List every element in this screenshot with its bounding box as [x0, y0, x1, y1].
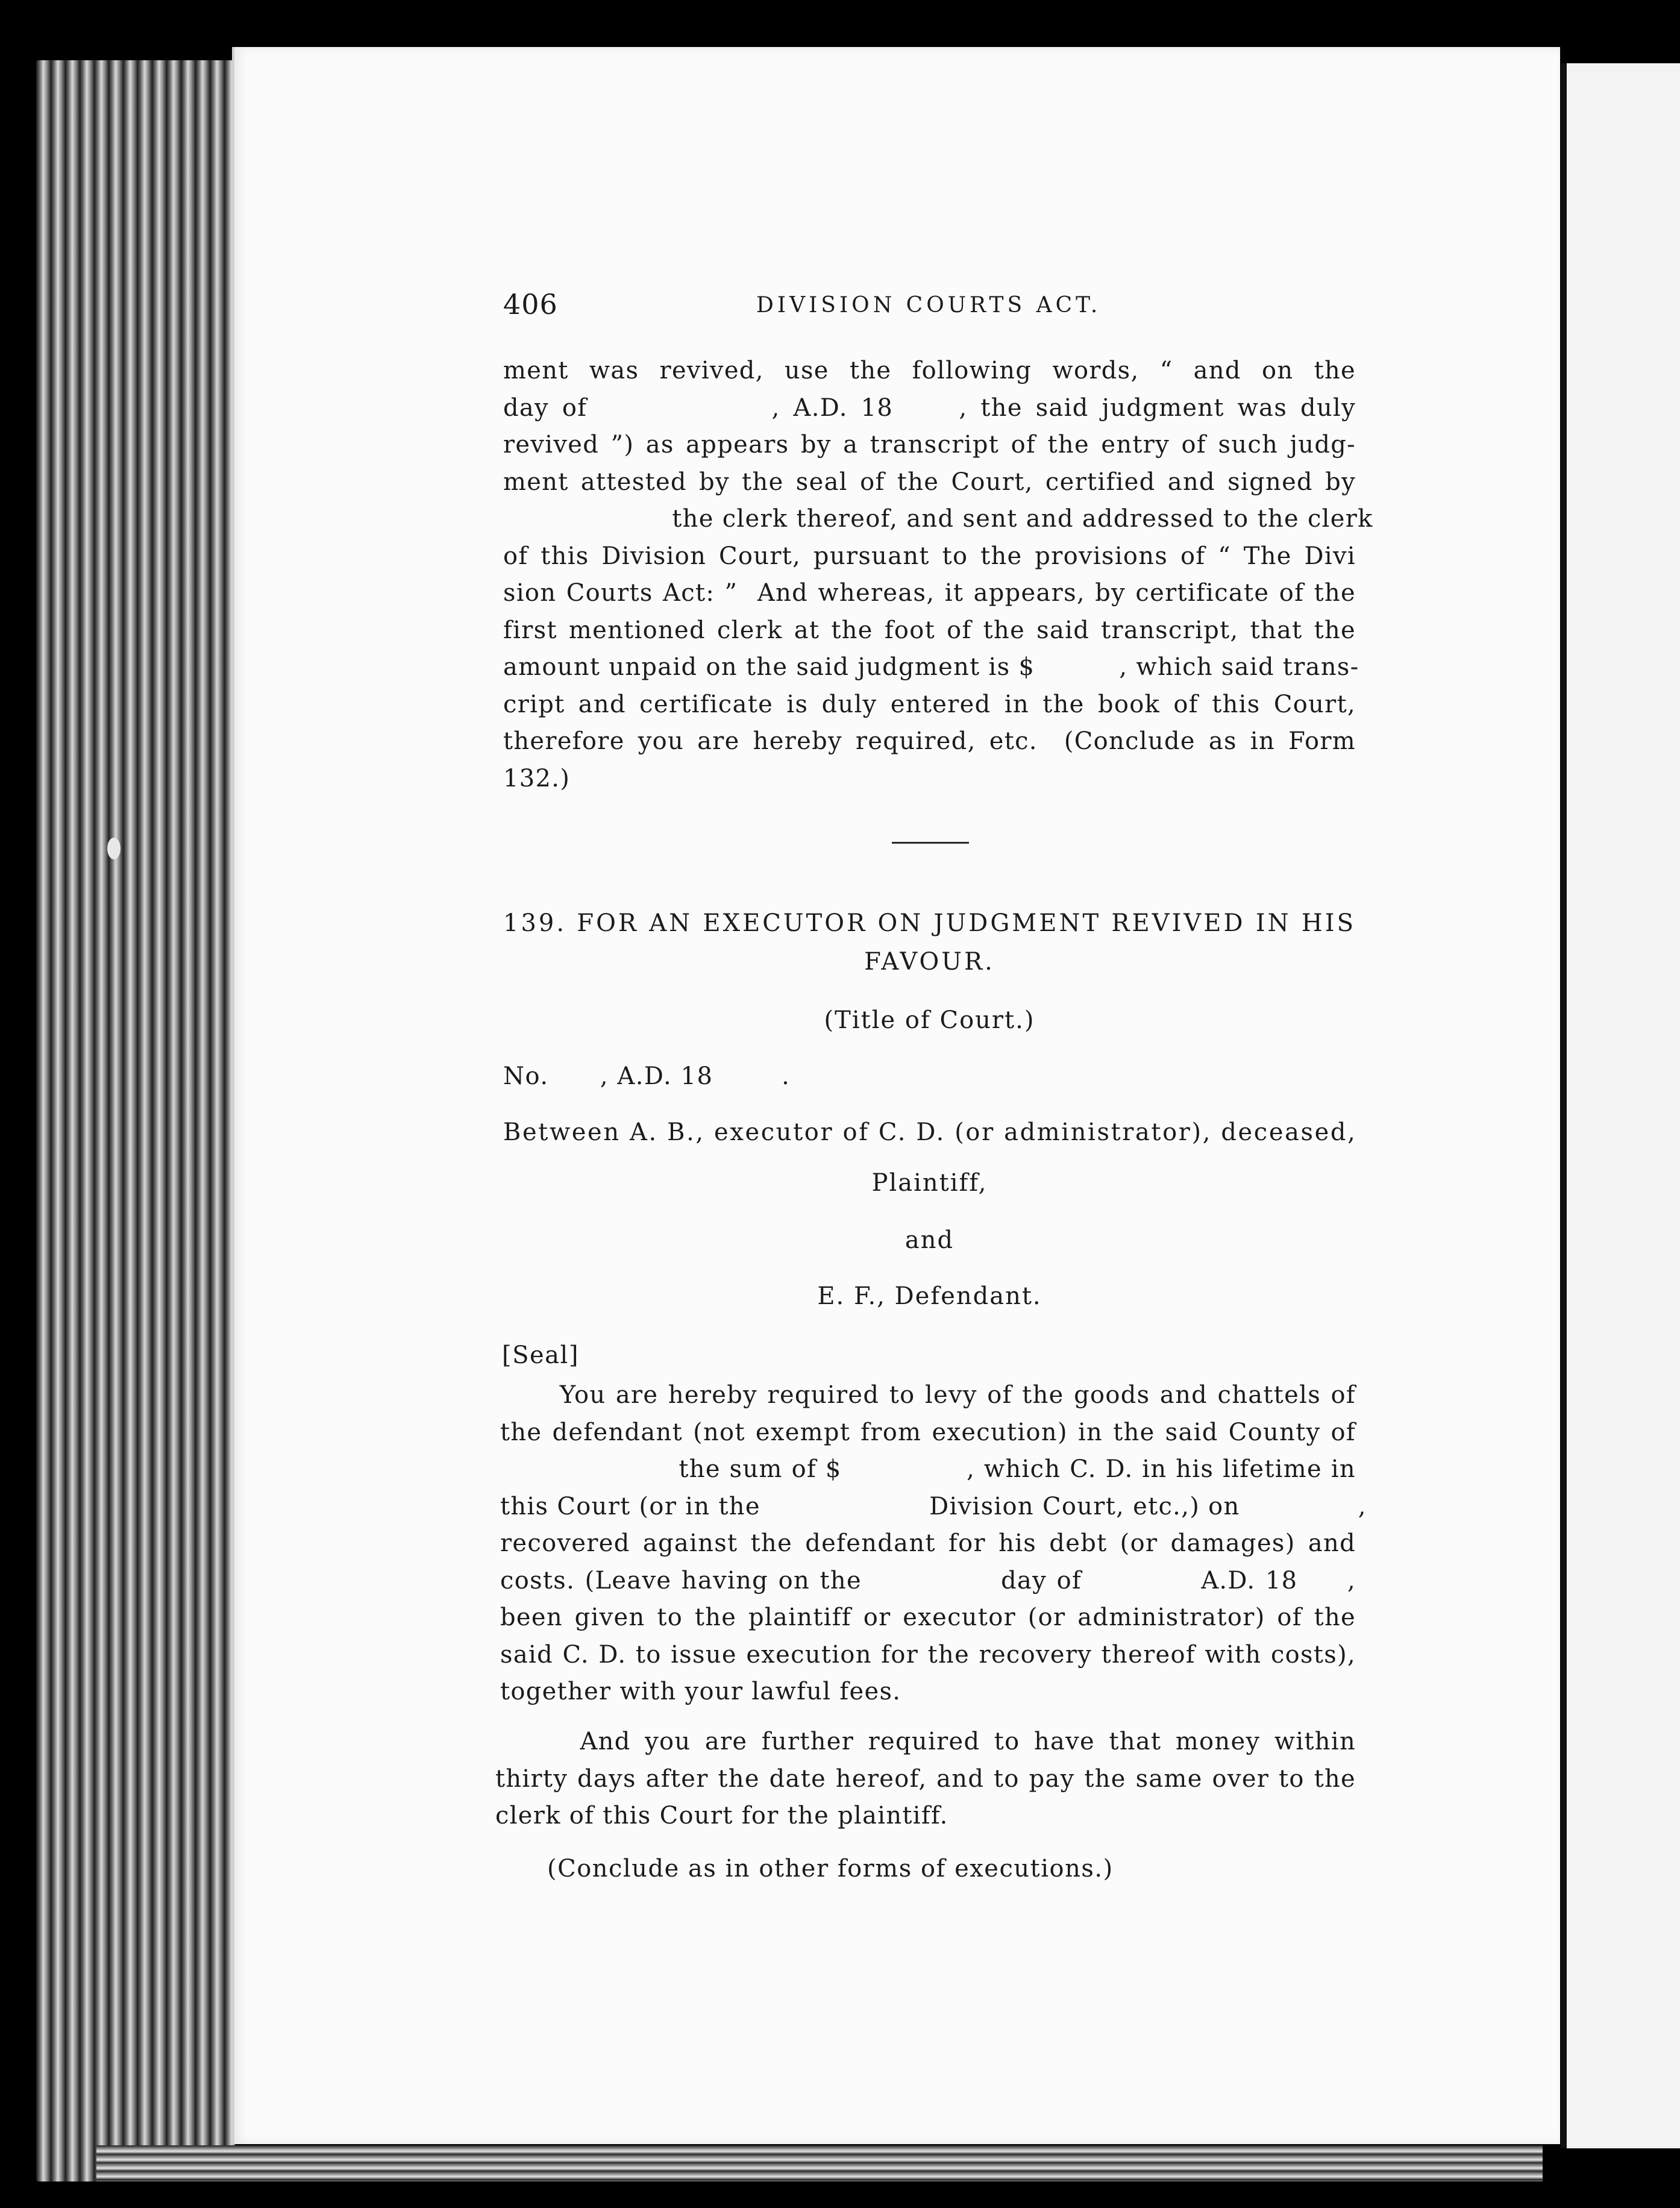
text-line [500, 1563, 1356, 1600]
text-line [500, 1599, 1356, 1637]
text-line [503, 538, 1356, 576]
text-line-content: thirty days after the date hereof, and to pay the same over to the [495, 1764, 1356, 1793]
page-number: 406 [503, 288, 558, 321]
text-line [500, 1488, 1367, 1526]
text-line [500, 1673, 1356, 1711]
writ-paragraph [500, 1377, 1367, 1711]
text-line [503, 723, 1356, 761]
text-line-content: first mentioned clerk at the foot of the said transcript, that the [503, 616, 1356, 644]
book-page-edges [36, 60, 235, 2181]
text-line [495, 1761, 1356, 1798]
text-line [500, 1377, 1356, 1414]
text-line [500, 1451, 1356, 1488]
text-line [503, 427, 1356, 464]
text-line-content: sion Courts Act: ” And whereas, it appears, by certificate of the [503, 579, 1356, 607]
text-line-content: cript and certificate is duly entered in the book of this Court, [503, 690, 1356, 718]
text-line-content: said C. D. to issue execution for the recovery thereof with costs), [500, 1640, 1356, 1669]
text-line-content: ment was revived, use the following words, “ and on the [503, 357, 1356, 384]
and-label: and [904, 1226, 954, 1254]
text-line [503, 686, 1356, 724]
text-line [503, 390, 1356, 427]
defendant-label: E. F., Defendant. [817, 1282, 1042, 1310]
text-line [503, 501, 1373, 538]
text-line-content: the clerk thereof, and sent and addressed to the clerk [503, 505, 1373, 533]
text-line [495, 1723, 1356, 1761]
text-line-content: been given to the plaintiff or executor (or administrator) of the [500, 1604, 1356, 1631]
title-of-court: (Title of Court.) [824, 1006, 1035, 1034]
text-line-content: clerk of this Court for the plaintiff. [495, 1802, 948, 1830]
scan-speck [107, 838, 121, 859]
text-line [495, 1798, 1356, 1835]
text-line [500, 1414, 1356, 1452]
closing-instruction: (Conclude as in other forms of executions.) [547, 1855, 1114, 1883]
text-line-content: the sum of $ , which C. D. in his lifetime in [500, 1455, 1356, 1483]
text-line [500, 1637, 1356, 1674]
text-line [503, 761, 1356, 798]
text-line-content: of this Division Court, pursuant to the provisions of “ The Divi [503, 542, 1356, 570]
text-line-content: And you are further required to have that money within [495, 1728, 1356, 1755]
running-head [503, 288, 1356, 330]
text-line-content: therefore you are hereby required, etc. (Conclude as in Form [503, 727, 1356, 755]
section-divider-rule [892, 842, 969, 844]
further-required-paragraph [495, 1723, 1356, 1835]
text-line [503, 649, 1359, 686]
text-line-content: the defendant (not exempt from execution) in the said County of [500, 1418, 1356, 1446]
text-line-content: day of , A.D. 18 , the said judgment was duly [503, 394, 1356, 422]
text-line-content: together with your lawful fees. [500, 1678, 901, 1705]
text-line-content: recovered against the defendant for his debt (or damages) and [500, 1529, 1356, 1557]
text-line [500, 1525, 1356, 1563]
text-line [503, 353, 1356, 390]
case-number-line: No. , A.D. 18 . [503, 1062, 791, 1090]
text-line-content: revived ”) as appears by a transcript of the entry of such judg- [503, 431, 1356, 459]
text-line-content: ment attested by the seal of the Court, certified and signed by [503, 468, 1356, 496]
section-heading-line-1: 139. FOR AN EXECUTOR ON JUDGMENT REVIVED IN HIS [503, 909, 1356, 937]
section-heading-line-2: FAVOUR. [864, 948, 995, 976]
section-heading [503, 904, 1356, 981]
continuation-paragraph [503, 353, 1373, 797]
text-line-content: this Court (or in the Division Court, etc.,) on , [500, 1492, 1367, 1520]
text-line-content: You are hereby required to levy of the goods and chattels of [500, 1381, 1356, 1409]
text-line [503, 575, 1356, 612]
running-title: DIVISION COURTS ACT. [756, 293, 1102, 318]
book-bottom-edges [96, 2145, 1543, 2181]
text-line-content: costs. (Leave having on the day of A.D. 18 , [500, 1566, 1356, 1595]
text-line [503, 464, 1356, 501]
plaintiff-label: Plaintiff, [871, 1169, 988, 1197]
facing-page-edge [1561, 63, 1680, 2148]
text-line-content: amount unpaid on the said judgment is $ , which said trans- [503, 653, 1359, 681]
text-line-content: 132.) [503, 764, 571, 792]
parties-line: Between A. B., executor of C. D. (or administrator), deceased, [503, 1118, 1357, 1146]
seal-label: [Seal] [502, 1341, 579, 1369]
text-line [503, 612, 1356, 650]
